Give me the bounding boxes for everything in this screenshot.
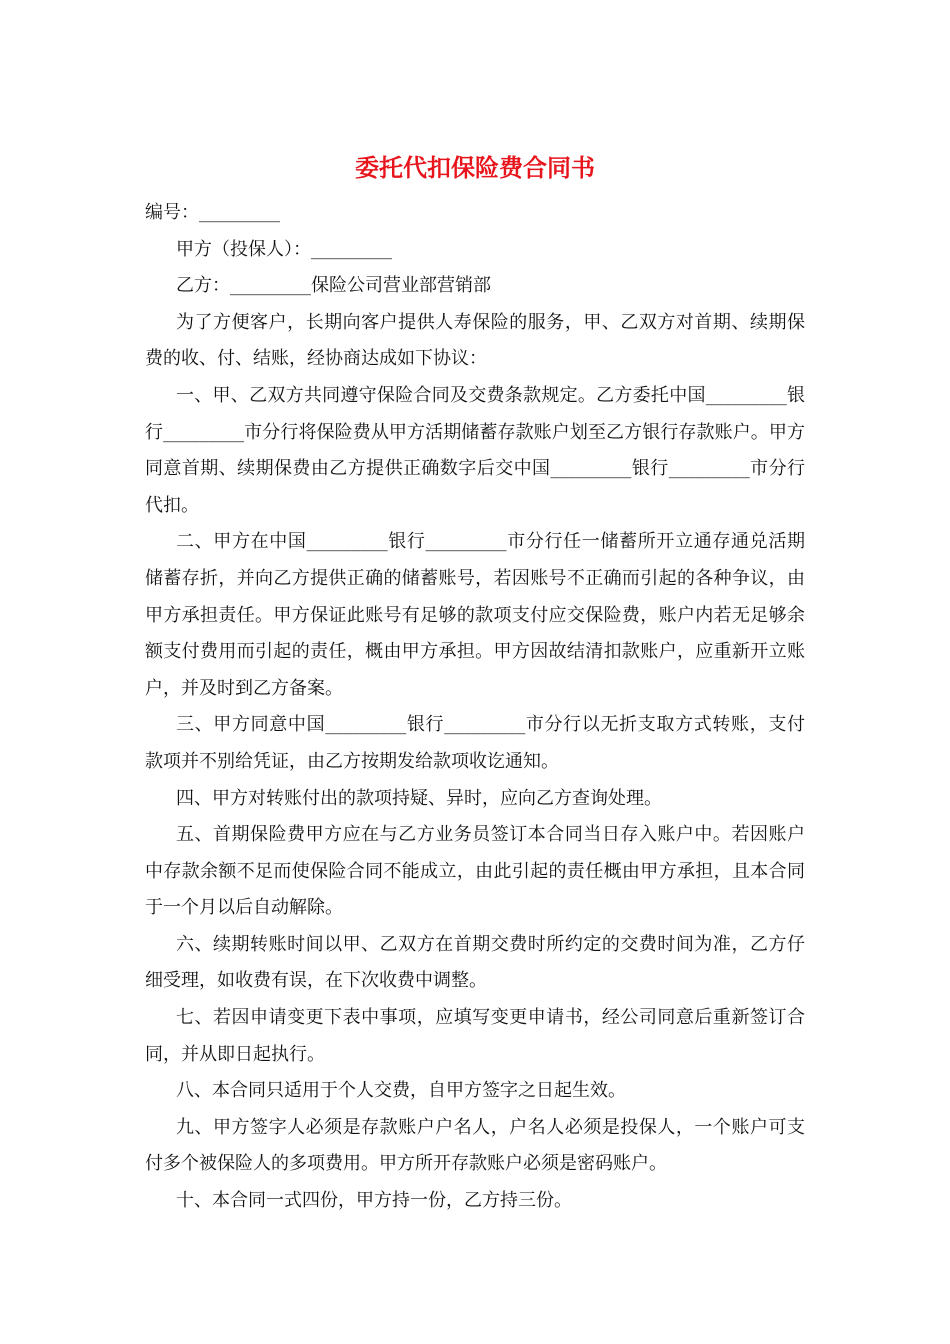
party-b-line: 乙方：_________保险公司营业部营销部 — [176, 275, 491, 297]
clause-2: 二、甲方在中国_________银行_________市分行任一储蓄所开立通存通兑活期储蓄存折，并向乙方提供正确的储蓄账号，若因账号不正确而引起的各种争议，由甲方承担责任。甲方保证此账号有足够的款项支付应交保险费，账户内若无足够余额支付费用而引起的责任，概由甲方承担。甲方因故结清扣款账户，应重新开立账户，并及时到乙方备案。 — [145, 531, 805, 699]
clause-6: 六、续期转账时间以甲、乙双方在首期交费时所约定的交费时间为准，乙方仔细受理，如收费有误，在下次收费中调整。 — [145, 933, 805, 992]
clause-7: 七、若因申请变更下表中事项，应填写变更申请书，经公司同意后重新签订合同，并从即日起执行。 — [145, 1007, 805, 1065]
clause-8: 八、本合同只适用于个人交费，自甲方签字之日起生效。 — [176, 1080, 626, 1102]
clause-9: 九、甲方签字人必须是存款账户户名人，户名人必须是投保人，一个账户可支付多个被保险人的多项费用。甲方所开存款账户必须是密码账户。 — [145, 1116, 805, 1175]
contract-number-line: 编号：_________ — [145, 202, 280, 223]
clause-1: 一、甲、乙双方共同遵守保险合同及交费条款规定。乙方委托中国_________银行_________市分行将保险费从甲方活期储蓄存款账户划至乙方银行存款账户。甲方同意首期、续期保费由乙方提供正确数字后交中国_________银行_________市分行代扣。 — [145, 384, 805, 516]
document-body — [145, 195, 805, 1220]
clause-10: 十、本合同一式四份，甲方持一份，乙方持三份。 — [176, 1190, 572, 1212]
clause-5: 五、首期保险费甲方应在与乙方业务员签订本合同当日存入账户中。若因账户中存款余额不足而使保险合同不能成立，由此引起的责任概由甲方承担，且本合同于一个月以后自动解除。 — [145, 824, 805, 919]
clause-3: 三、甲方同意中国_________银行_________市分行以无折支取方式转账，支付款项并不别给凭证，由乙方按期发给款项收讫通知。 — [145, 714, 805, 772]
party-a-line: 甲方（投保人）：_________ — [176, 238, 392, 260]
intro-paragraph: 为了方便客户，长期向客户提供人寿保险的服务，甲、乙双方对首期、续期保费的收、付、结账，经协商达成如下协议： — [145, 311, 805, 370]
clause-4: 四、甲方对转账付出的款项持疑、异时，应向乙方查询处理。 — [176, 787, 662, 809]
document-title: 委托代扣保险费合同书 — [355, 153, 595, 182]
